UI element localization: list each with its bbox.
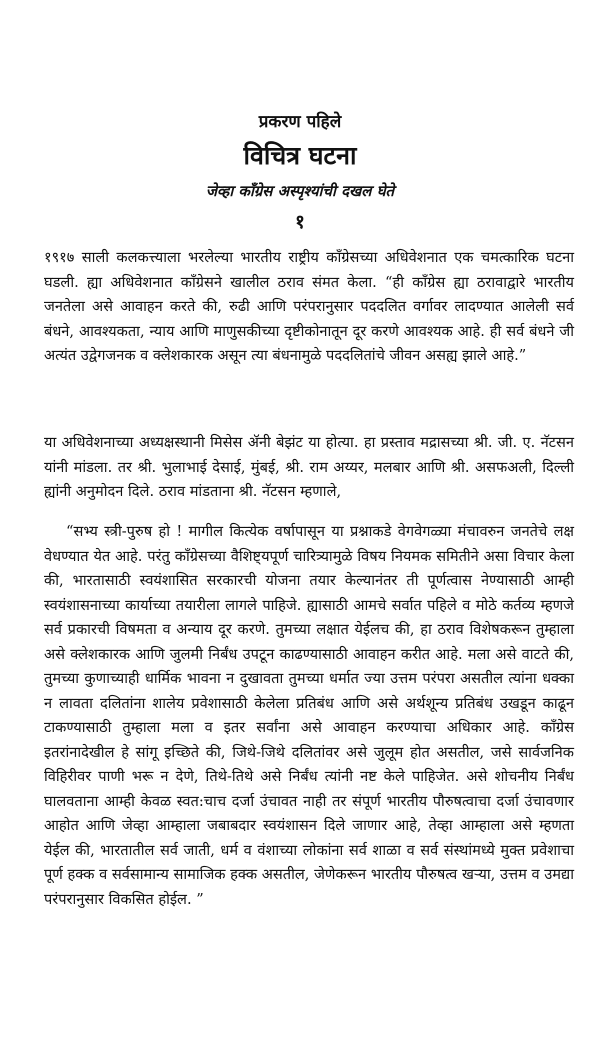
chapter-title: विचित्र घटना: [243, 141, 357, 170]
section-number: १: [295, 211, 305, 233]
chapter-label: प्रकरण पहिले: [258, 112, 342, 132]
paragraph-session-details: या अधिवेशनाच्या अध्यक्षस्थानी मिसेस ॲनी बेझंट या होत्या. हा प्रस्ताव मद्रासच्या श्री. जी. ए. नॅटसन यांनी मांडला. तर श्री. भुलाभाई देसाई, मुंबई, श्री. राम अय्यर, मलबार आणि श्री. असफअली, दिल्ली ह्यांनी अनुमोदन दिले. ठराव मांडताना श्री. नॅटसन म्हणाले,: [44, 434, 574, 500]
paragraph-congress-resolution: १९१७ साली कलकत्त्याला भरलेल्या भारतीय राष्ट्रीय कॉंग्रेसच्या अधिवेशनात एक चमत्कारिक घटना घडली. ह्या अधिवेशनात कॉंग्रेसने खालील ठराव संमत केला. “ही कॉंग्रेस ह्या ठरावाद्वारे भारतीय जनतेला असे आवाहन करते की, रुढी आणि परंपरानुसार पददलित वर्गावर लादण्यात आलेली सर्व बंधने, आवश्यकता, न्याय आणि माणुसकीच्या दृष्टीकोनातून दूर करणे आवश्यक आहे. ही सर्व बंधने जी अत्यंत उद्वेगजनक व क्लेशकारक असून त्या बंधनामुळे पददलितांचे जीवन असह्य झाले आहे.”: [44, 249, 574, 364]
chapter-subtitle: जेव्हा कॉंग्रेस अस्पृश्यांची दखल घेते: [205, 182, 395, 200]
paragraph-natesan-speech: “सभ्य स्त्री-पुरुष हो ! मागील कित्येक वर्षापासून या प्रश्नाकडे वेगवेगळ्या मंचावरुन जनतेचे लक्ष वेधण्यात येत आहे. परंतु कॉंग्रेसच्या वैशिष्ट्यपूर्ण चारित्र्यामुळे विषय नियमक समितीने असा विचार केला की, भारतासाठी स्वयंशासित सरकारची योजना तयार केल्यानंतर ती पूर्णत्वास नेण्यासाठी आम्ही स्वयंशासनाच्या कार्याच्या तयारीला लागले पाहिजे. ह्यासाठी आमचे सर्वात पहिले व मोठे कर्तव्य म्हणजे सर्व प्रकारची विषमता व अन्याय दूर करणे. तुमच्या लक्षात येईलच की, हा ठराव विशेषकरून तुम्हाला असे क्लेशकारक आणि जुलमी निर्बंध उपटून काढण्यासाठी आवाहन करीत आहे. मला असे वाटते की, तुमच्या कुणाच्याही धार्मिक भावना न दुखावता तुमच्या धर्मात ज्या उत्तम परंपरा असतील त्यांना धक्का न लावता दलितांना शालेय प्रवेशासाठी केलेला प्रतिबंध आणि असे अर्थशून्य प्रतिबंध उखडून काढून टाकण्यासाठी तुम्हाला मला व इतर सर्वांना असे आवाहन करण्याचा अधिकार आहे. कॉंग्रेस इतरांनादेखील हे सांगू इच्छिते की, जिथे-जिथे दलितांवर असे जुलूम होत असतील, जसे सार्वजनिक विहिरीवर पाणी भरू न देणे, तिथे-तिथे असे निर्बंध त्यांनी नष्ट केले पाहिजेत. असे शोचनीय निर्बंध घालवताना आम्ही केवळ स्वत:चाच दर्जा उंचावत नाही तर संपूर्ण भारतीय पौरुषत्वाचा दर्जा उंचावणार आहोत आणि जेव्हा आम्हाला जबाबदार स्वयंशासन दिले जाणार आहे, तेव्हा आम्हाला असे म्हणता येईल की, भारतातील सर्व जाती, धर्म व वंशाच्या लोकांना सर्व शाळा व सर्व संस्थांमध्ये मुक्त प्रवेशाचा पूर्ण हक्क व सर्वसामान्य सामाजिक हक्क असतील, जेणेकरून भारतीय पौरुषत्व खऱ्या, उत्तम व उमद्या परंपरानुसार विकसित होईल. ”: [44, 523, 574, 908]
